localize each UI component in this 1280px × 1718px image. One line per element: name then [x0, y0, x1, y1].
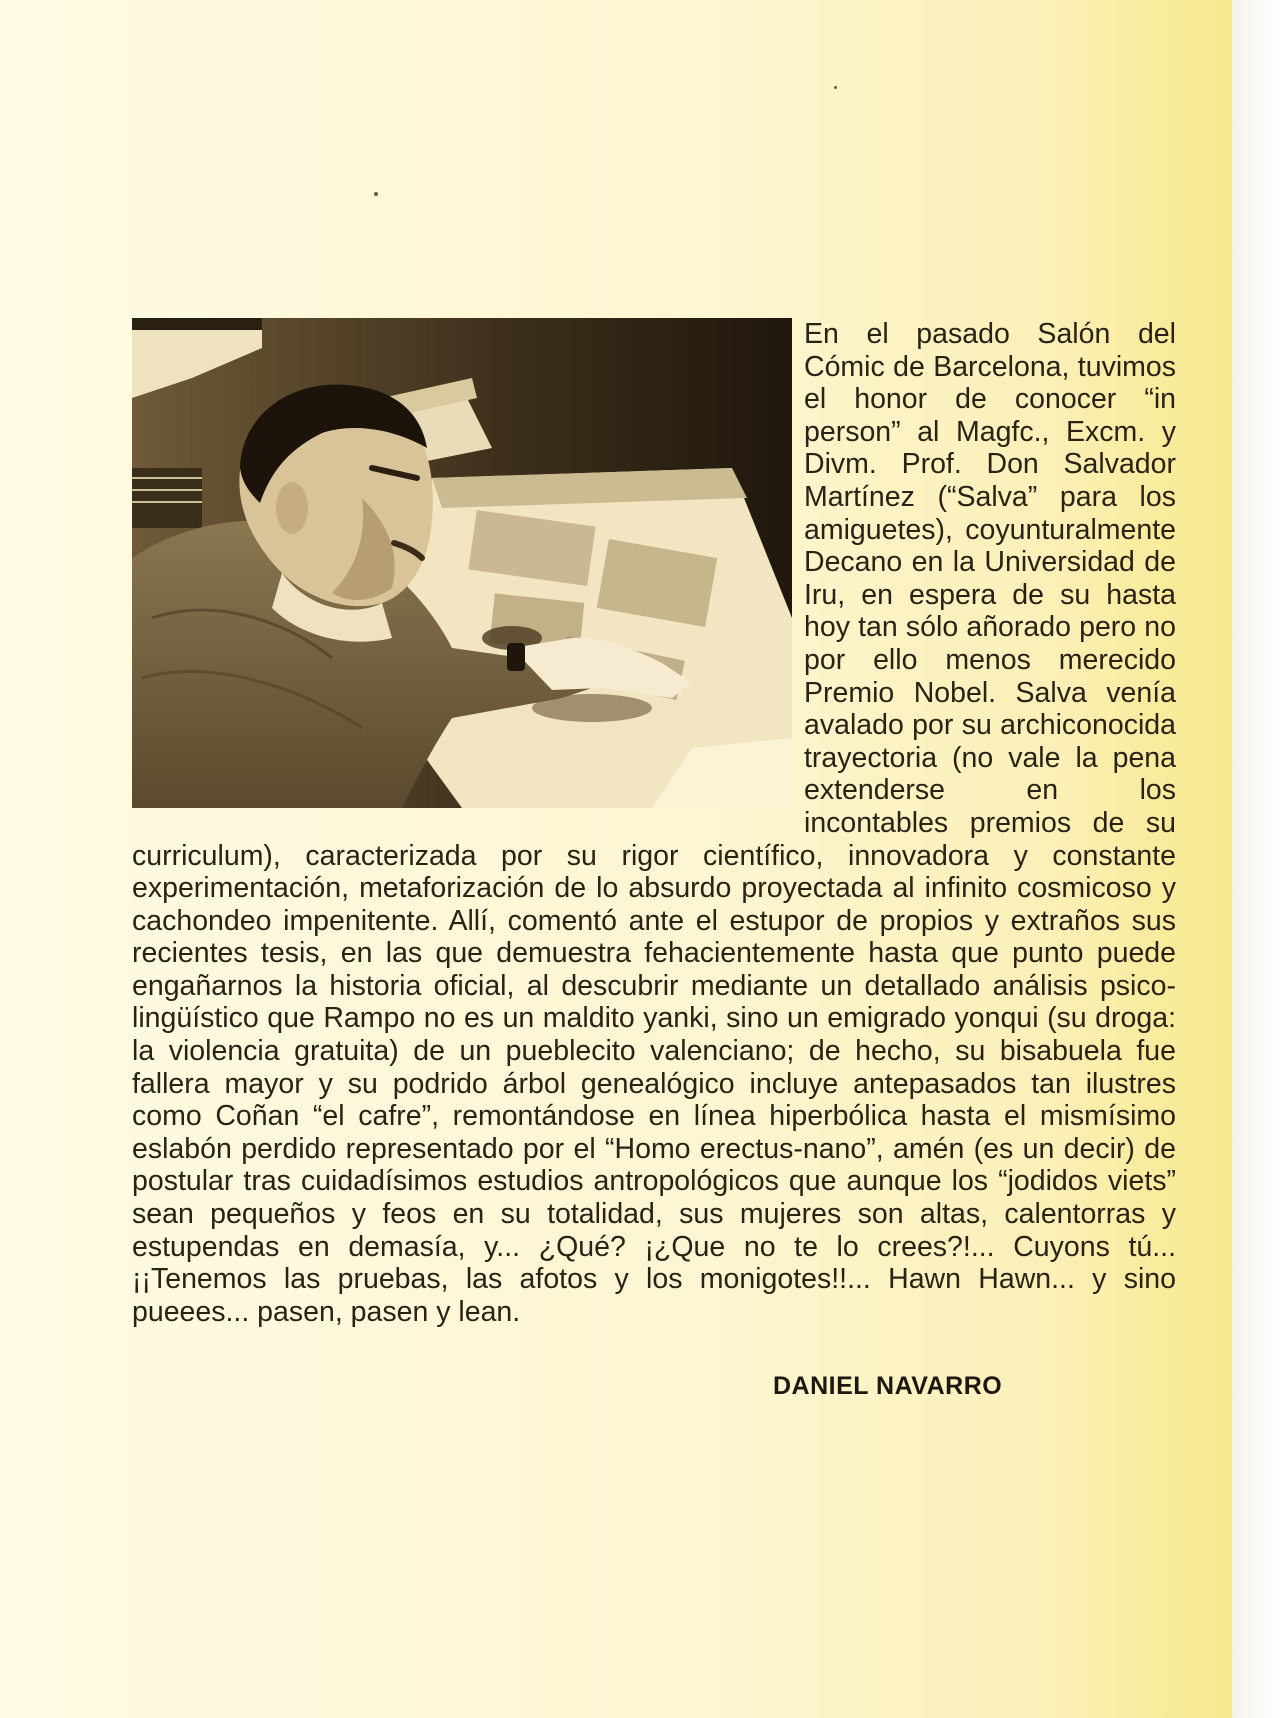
- article: [132, 318, 1176, 1328]
- author-byline: DANIEL NAVARRO: [773, 1372, 1003, 1400]
- print-speck: [374, 192, 378, 196]
- print-speck: [834, 86, 837, 89]
- page-right-margin: [1232, 0, 1280, 1718]
- article-body: En el pasado Salón del Cómic de Barcelona, tuvimos el honor de conocer “in person” al Magfc., Excm. y Divm. Prof. Don Salvador Martínez (“Salva” para los amiguetes), coyunturalmente Decano en la Universidad de Iru, en espera de su hasta hoy tan sólo añorado pero no por ello menos merecido Premio Nobel. Salva venía avalado por su archiconocida trayectoria (no vale la pena extenderse en los incontables premios de su curriculum), caracterizada por su rigor científico, innovadora y constante experimentación, metaforización de lo absurdo proyectada al infinito cosmicoso y cachondeo impenitente. Allí, comentó ante el estupor de propios y extraños sus recientes tesis, en las que demuestra fehacientemente hasta que punto puede engañarnos la historia oficial, al descubrir mediante un detallado análisis psico-lingüístico que Rampo no es un maldito yanki, sino un emigrado yonqui (su droga: la violencia gratuita) de un pueblecito valenciano; de hecho, su bisabuela fue fallera mayor y su podrido árbol genealógico incluye antepasados tan ilustres como Coñan “el cafre”, remontándose en línea hiperbólica hasta el mismísimo eslabón perdido representado por el “Homo erectus-nano”, amén (es un decir) de postular tras cuidadísimos estudios antropológicos que aunque los “jodidos viets” sean pequeños y feos en su totalidad, sus mujeres son altas, calentorras y estupendas en demasía, y... ¿Qué? ¡¿Que no te lo crees?!... Cuyons tú... ¡¡Tenemos las pruebas, las afotos y los monigotes!!... Hawn Hawn... y sino pueees... pasen, pasen y lean.: [132, 318, 1176, 1328]
- photo-man-at-drawing-table: [132, 318, 792, 808]
